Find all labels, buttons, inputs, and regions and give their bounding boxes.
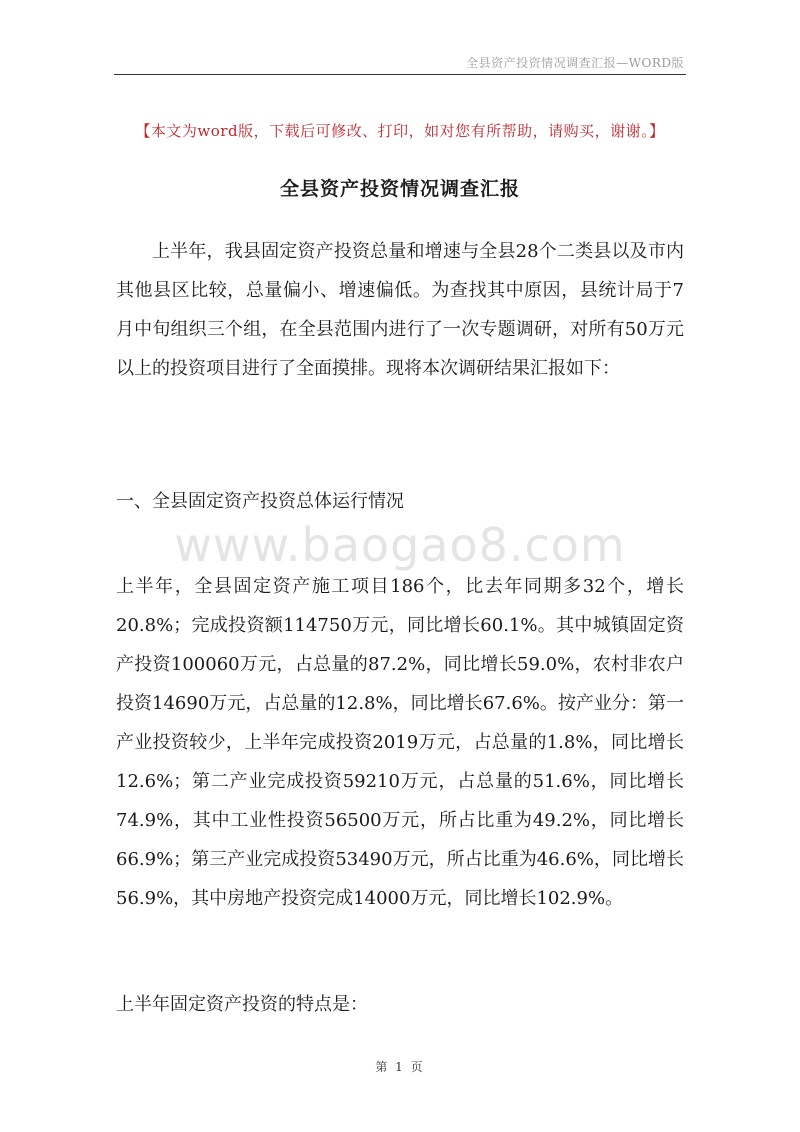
section-heading: 一、全县固定资产投资总体运行情况 bbox=[116, 491, 404, 512]
header-divider bbox=[114, 74, 686, 75]
running-header: 全县资产投资情况调查汇报—WORD版 bbox=[466, 56, 684, 70]
watermark-text: www.baogao8.com bbox=[174, 518, 626, 572]
body-paragraph: 上半年，全县固定资产施工项目186个，比去年同期多32个，增长20.8%；完成投资额114750万元，同比增长60.1%。其中城镇固定资产投资100060万元，占总量的87.2%，同比增长59.0%，农村非农户投资14690万元，占总量的12.8%，同比增长67.6%。按产业分：第一产业投资较少，上半年完成投资2019万元，占总量的1.8%，同比增长12.6%；第二产业完成投资59210万元，占总量的51.6%，同比增长74.9%，其中工业性投资56500万元，所占比重为49.2%，同比增长66.9%；第三产业完成投资53490万元，所占比重为46.6%，同比增长56.9%，其中房地产投资完成14000万元，同比增长102.9%。 bbox=[116, 576, 684, 909]
page-number: 第 1 页 bbox=[375, 1060, 425, 1074]
purchase-notice: 【本文为word版，下载后可修改、打印，如对您有所帮助，请购买，谢谢。】 bbox=[135, 122, 665, 140]
features-heading: 上半年固定资产投资的特点是： bbox=[116, 994, 368, 1015]
document-title: 全县资产投资情况调查汇报 bbox=[279, 178, 520, 200]
intro-paragraph: 上半年，我县固定资产投资总量和增速与全县28个二类县以及市内其他县区比较，总量偏小、增速偏低。为查找其中原因，县统计局于7月中旬组织三个组，在全县范围内进行了一次专题调研，对所有50万元以上的投资项目进行了全面摸排。现将本次调研结果汇报如下： bbox=[116, 241, 684, 379]
